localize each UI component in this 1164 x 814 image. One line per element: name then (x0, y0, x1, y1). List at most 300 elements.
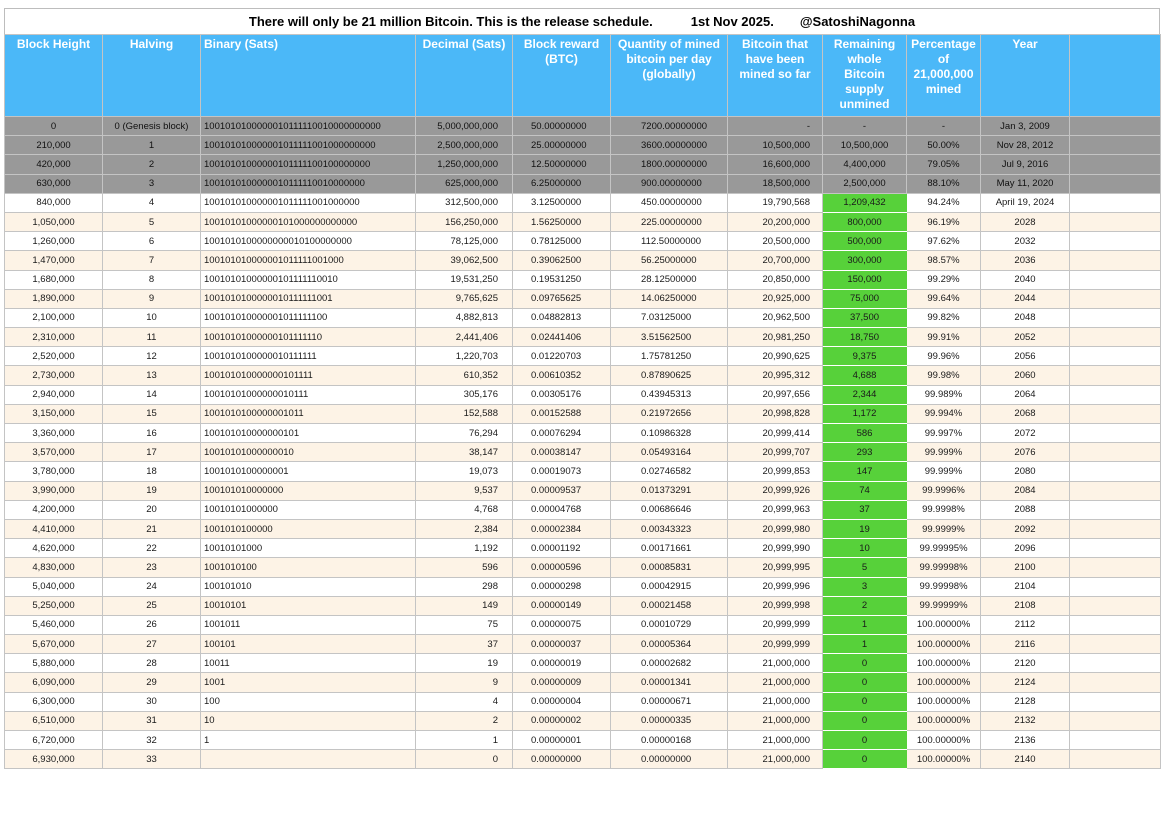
cell-remaining[interactable]: 75,000 (823, 289, 907, 308)
cell-percentage[interactable]: 99.997% (907, 424, 981, 443)
cell-binary[interactable]: 10010101000000010111 (201, 385, 416, 404)
cell-percentage[interactable]: 99.999% (907, 443, 981, 462)
cell-block-height[interactable]: 2,100,000 (5, 308, 103, 327)
cell-remaining[interactable]: 19 (823, 519, 907, 538)
cell-block-reward[interactable]: 0.00001192 (513, 539, 611, 558)
cell-percentage[interactable]: 99.994% (907, 404, 981, 423)
cell-daily-quantity[interactable]: 0.00686646 (611, 500, 728, 519)
cell-daily-quantity[interactable]: 0.00005364 (611, 635, 728, 654)
cell-decimal[interactable]: 298 (416, 577, 513, 596)
cell-percentage[interactable]: 99.99998% (907, 558, 981, 577)
cell-percentage[interactable]: 99.99998% (907, 577, 981, 596)
cell-decimal[interactable]: 156,250,000 (416, 212, 513, 231)
cell-halving[interactable]: 20 (103, 500, 201, 519)
cell-empty[interactable] (1070, 308, 1161, 327)
cell-block-reward[interactable]: 0.00000019 (513, 654, 611, 673)
cell-halving[interactable]: 16 (103, 424, 201, 443)
cell-remaining[interactable]: 500,000 (823, 232, 907, 251)
cell-halving[interactable]: 21 (103, 519, 201, 538)
cell-mined-so-far[interactable]: 20,995,312 (728, 366, 823, 385)
cell-remaining[interactable]: 1 (823, 615, 907, 634)
cell-mined-so-far[interactable]: - (728, 117, 823, 136)
cell-decimal[interactable]: 152,588 (416, 404, 513, 423)
cell-remaining[interactable]: 0 (823, 654, 907, 673)
cell-empty[interactable] (1070, 328, 1161, 347)
cell-remaining[interactable]: 37,500 (823, 308, 907, 327)
col-header-remaining[interactable]: Remaining whole Bitcoin supply unmined (823, 35, 907, 117)
cell-decimal[interactable]: 78,125,000 (416, 232, 513, 251)
cell-halving[interactable]: 10 (103, 308, 201, 327)
cell-block-height[interactable]: 5,670,000 (5, 635, 103, 654)
cell-block-height[interactable]: 6,090,000 (5, 673, 103, 692)
cell-percentage[interactable]: 96.19% (907, 212, 981, 231)
col-header-block-height[interactable]: Block Height (5, 35, 103, 117)
cell-block-height[interactable]: 2,310,000 (5, 328, 103, 347)
cell-empty[interactable] (1070, 289, 1161, 308)
cell-halving[interactable]: 6 (103, 232, 201, 251)
cell-binary[interactable]: 10010101 (201, 596, 416, 615)
cell-block-reward[interactable]: 1.56250000 (513, 212, 611, 231)
cell-percentage[interactable]: 79.05% (907, 155, 981, 174)
cell-percentage[interactable]: 99.99999% (907, 596, 981, 615)
col-header-daily-quantity[interactable]: Quantity of mined bitcoin per day (globally) (611, 35, 728, 117)
cell-binary[interactable]: 100101010000000101 (201, 424, 416, 443)
cell-decimal[interactable]: 0 (416, 750, 513, 769)
cell-block-reward[interactable]: 0.19531250 (513, 270, 611, 289)
cell-mined-so-far[interactable]: 20,200,000 (728, 212, 823, 231)
cell-halving[interactable]: 33 (103, 750, 201, 769)
cell-mined-so-far[interactable]: 20,999,998 (728, 596, 823, 615)
col-header-decimal[interactable]: Decimal (Sats) (416, 35, 513, 117)
cell-year[interactable]: 2044 (981, 289, 1070, 308)
cell-block-height[interactable]: 4,830,000 (5, 558, 103, 577)
cell-block-reward[interactable]: 25.00000000 (513, 136, 611, 155)
cell-daily-quantity[interactable]: 0.00000335 (611, 711, 728, 730)
cell-percentage[interactable]: 100.00000% (907, 654, 981, 673)
cell-year[interactable]: 2052 (981, 328, 1070, 347)
col-header-mined-so-far[interactable]: Bitcoin that have been mined so far (728, 35, 823, 117)
cell-block-reward[interactable]: 0.01220703 (513, 347, 611, 366)
cell-block-height[interactable]: 4,410,000 (5, 519, 103, 538)
cell-empty[interactable] (1070, 443, 1161, 462)
cell-remaining[interactable]: 4,400,000 (823, 155, 907, 174)
cell-daily-quantity[interactable]: 900.00000000 (611, 174, 728, 193)
cell-year[interactable]: 2116 (981, 635, 1070, 654)
cell-block-reward[interactable]: 0.00610352 (513, 366, 611, 385)
cell-remaining[interactable]: 2 (823, 596, 907, 615)
cell-empty[interactable] (1070, 462, 1161, 481)
cell-percentage[interactable]: 98.57% (907, 251, 981, 270)
cell-year[interactable]: 2048 (981, 308, 1070, 327)
cell-remaining[interactable]: 18,750 (823, 328, 907, 347)
cell-binary[interactable]: 1001010100000000010100000000 (201, 232, 416, 251)
cell-binary[interactable]: 10011 (201, 654, 416, 673)
cell-percentage[interactable]: 99.64% (907, 289, 981, 308)
cell-mined-so-far[interactable]: 20,999,926 (728, 481, 823, 500)
cell-binary[interactable]: 10010101000000101111100100000000 (201, 155, 416, 174)
cell-decimal[interactable]: 1,192 (416, 539, 513, 558)
cell-block-reward[interactable]: 0.00019073 (513, 462, 611, 481)
cell-halving[interactable]: 25 (103, 596, 201, 615)
cell-block-reward[interactable]: 0.00000037 (513, 635, 611, 654)
cell-daily-quantity[interactable]: 112.50000000 (611, 232, 728, 251)
cell-block-height[interactable]: 210,000 (5, 136, 103, 155)
cell-daily-quantity[interactable]: 1800.00000000 (611, 155, 728, 174)
cell-block-height[interactable]: 3,780,000 (5, 462, 103, 481)
cell-halving[interactable]: 19 (103, 481, 201, 500)
cell-halving[interactable]: 9 (103, 289, 201, 308)
cell-block-reward[interactable]: 0.00000000 (513, 750, 611, 769)
cell-empty[interactable] (1070, 117, 1161, 136)
cell-halving[interactable]: 29 (103, 673, 201, 692)
cell-daily-quantity[interactable]: 0.43945313 (611, 385, 728, 404)
cell-binary[interactable]: 1 (201, 731, 416, 750)
cell-decimal[interactable]: 625,000,000 (416, 174, 513, 193)
cell-halving[interactable]: 18 (103, 462, 201, 481)
cell-year[interactable]: 2060 (981, 366, 1070, 385)
cell-empty[interactable] (1070, 155, 1161, 174)
cell-binary[interactable]: 10010101000 (201, 539, 416, 558)
cell-year[interactable]: 2128 (981, 692, 1070, 711)
cell-percentage[interactable]: 99.99995% (907, 539, 981, 558)
cell-halving[interactable]: 32 (103, 731, 201, 750)
cell-mined-so-far[interactable]: 21,000,000 (728, 692, 823, 711)
cell-daily-quantity[interactable]: 0.00343323 (611, 519, 728, 538)
cell-remaining[interactable]: 150,000 (823, 270, 907, 289)
cell-remaining[interactable]: 74 (823, 481, 907, 500)
cell-percentage[interactable]: - (907, 117, 981, 136)
cell-empty[interactable] (1070, 481, 1161, 500)
cell-daily-quantity[interactable]: 14.06250000 (611, 289, 728, 308)
cell-block-reward[interactable]: 0.04882813 (513, 308, 611, 327)
cell-mined-so-far[interactable]: 20,997,656 (728, 385, 823, 404)
cell-year[interactable]: Jan 3, 2009 (981, 117, 1070, 136)
cell-year[interactable]: 2056 (981, 347, 1070, 366)
cell-year[interactable]: 2084 (981, 481, 1070, 500)
cell-percentage[interactable]: 100.00000% (907, 635, 981, 654)
cell-remaining[interactable]: 2,344 (823, 385, 907, 404)
cell-binary[interactable]: 10010101000000010 (201, 443, 416, 462)
cell-empty[interactable] (1070, 347, 1161, 366)
cell-year[interactable]: 2080 (981, 462, 1070, 481)
cell-mined-so-far[interactable]: 16,600,000 (728, 155, 823, 174)
cell-block-reward[interactable]: 0.00004768 (513, 500, 611, 519)
cell-empty[interactable] (1070, 500, 1161, 519)
cell-empty[interactable] (1070, 692, 1161, 711)
cell-daily-quantity[interactable]: 0.21972656 (611, 404, 728, 423)
cell-block-height[interactable]: 1,470,000 (5, 251, 103, 270)
col-header-year[interactable]: Year (981, 35, 1070, 117)
cell-halving[interactable]: 28 (103, 654, 201, 673)
cell-remaining[interactable]: 0 (823, 711, 907, 730)
cell-decimal[interactable]: 19 (416, 654, 513, 673)
cell-block-height[interactable]: 2,730,000 (5, 366, 103, 385)
cell-block-height[interactable]: 0 (5, 117, 103, 136)
cell-percentage[interactable]: 94.24% (907, 193, 981, 212)
cell-mined-so-far[interactable]: 20,999,999 (728, 635, 823, 654)
cell-daily-quantity[interactable]: 56.25000000 (611, 251, 728, 270)
cell-binary[interactable]: 1001010100000010111110010000000 (201, 174, 416, 193)
cell-remaining[interactable]: 10 (823, 539, 907, 558)
cell-binary[interactable]: 100101010000001011111100 (201, 308, 416, 327)
cell-empty[interactable] (1070, 539, 1161, 558)
cell-daily-quantity[interactable]: 3.51562500 (611, 328, 728, 347)
cell-daily-quantity[interactable]: 0.10986328 (611, 424, 728, 443)
cell-halving[interactable]: 24 (103, 577, 201, 596)
cell-block-reward[interactable]: 0.00000149 (513, 596, 611, 615)
cell-year[interactable]: 2068 (981, 404, 1070, 423)
cell-mined-so-far[interactable]: 20,999,980 (728, 519, 823, 538)
cell-binary[interactable]: 1001 (201, 673, 416, 692)
col-header-percentage[interactable]: Percentage of 21,000,000 mined (907, 35, 981, 117)
cell-percentage[interactable]: 100.00000% (907, 615, 981, 634)
cell-empty[interactable] (1070, 385, 1161, 404)
cell-block-height[interactable]: 2,940,000 (5, 385, 103, 404)
cell-block-height[interactable]: 6,300,000 (5, 692, 103, 711)
cell-block-reward[interactable]: 0.00000004 (513, 692, 611, 711)
cell-empty[interactable] (1070, 251, 1161, 270)
cell-block-reward[interactable]: 0.02441406 (513, 328, 611, 347)
cell-halving[interactable]: 4 (103, 193, 201, 212)
cell-block-height[interactable]: 420,000 (5, 155, 103, 174)
cell-mined-so-far[interactable]: 20,999,999 (728, 615, 823, 634)
cell-mined-so-far[interactable]: 20,962,500 (728, 308, 823, 327)
cell-block-height[interactable]: 6,720,000 (5, 731, 103, 750)
cell-empty[interactable] (1070, 673, 1161, 692)
cell-binary[interactable]: 10010101000000101111110 (201, 328, 416, 347)
cell-halving[interactable]: 22 (103, 539, 201, 558)
cell-year[interactable]: 2136 (981, 731, 1070, 750)
cell-daily-quantity[interactable]: 3600.00000000 (611, 136, 728, 155)
cell-block-reward[interactable]: 50.00000000 (513, 117, 611, 136)
cell-remaining[interactable]: 147 (823, 462, 907, 481)
cell-year[interactable]: 2104 (981, 577, 1070, 596)
cell-percentage[interactable]: 97.62% (907, 232, 981, 251)
cell-decimal[interactable]: 1,250,000,000 (416, 155, 513, 174)
cell-block-reward[interactable]: 0.00000075 (513, 615, 611, 634)
cell-percentage[interactable]: 99.999% (907, 462, 981, 481)
cell-decimal[interactable]: 5,000,000,000 (416, 117, 513, 136)
cell-remaining[interactable]: 9,375 (823, 347, 907, 366)
cell-halving[interactable]: 5 (103, 212, 201, 231)
cell-year[interactable]: May 11, 2020 (981, 174, 1070, 193)
cell-remaining[interactable]: 37 (823, 500, 907, 519)
cell-binary[interactable]: 10010101000000 (201, 500, 416, 519)
cell-mined-so-far[interactable]: 21,000,000 (728, 731, 823, 750)
cell-halving[interactable]: 13 (103, 366, 201, 385)
cell-remaining[interactable]: 4,688 (823, 366, 907, 385)
cell-empty[interactable] (1070, 711, 1161, 730)
cell-decimal[interactable]: 37 (416, 635, 513, 654)
cell-year[interactable]: 2096 (981, 539, 1070, 558)
cell-year[interactable]: 2076 (981, 443, 1070, 462)
cell-mined-so-far[interactable]: 20,999,707 (728, 443, 823, 462)
cell-percentage[interactable]: 100.00000% (907, 731, 981, 750)
cell-percentage[interactable]: 99.9999% (907, 519, 981, 538)
cell-percentage[interactable]: 99.989% (907, 385, 981, 404)
cell-percentage[interactable]: 100.00000% (907, 692, 981, 711)
cell-block-height[interactable]: 3,990,000 (5, 481, 103, 500)
cell-percentage[interactable]: 99.29% (907, 270, 981, 289)
cell-empty[interactable] (1070, 558, 1161, 577)
cell-remaining[interactable]: 2,500,000 (823, 174, 907, 193)
cell-daily-quantity[interactable]: 450.00000000 (611, 193, 728, 212)
cell-mined-so-far[interactable]: 21,000,000 (728, 711, 823, 730)
cell-block-height[interactable]: 1,050,000 (5, 212, 103, 231)
cell-empty[interactable] (1070, 212, 1161, 231)
cell-daily-quantity[interactable]: 225.00000000 (611, 212, 728, 231)
cell-empty[interactable] (1070, 174, 1161, 193)
cell-remaining[interactable]: 0 (823, 750, 907, 769)
cell-mined-so-far[interactable]: 20,990,625 (728, 347, 823, 366)
cell-daily-quantity[interactable]: 0.05493164 (611, 443, 728, 462)
cell-decimal[interactable]: 596 (416, 558, 513, 577)
cell-year[interactable]: 2112 (981, 615, 1070, 634)
cell-block-reward[interactable]: 0.00076294 (513, 424, 611, 443)
cell-binary[interactable]: 100101010000000 (201, 481, 416, 500)
cell-block-reward[interactable]: 0.00000596 (513, 558, 611, 577)
cell-mined-so-far[interactable]: 20,500,000 (728, 232, 823, 251)
cell-year[interactable]: 2100 (981, 558, 1070, 577)
cell-empty[interactable] (1070, 366, 1161, 385)
cell-block-reward[interactable]: 0.00000009 (513, 673, 611, 692)
cell-halving[interactable]: 3 (103, 174, 201, 193)
cell-remaining[interactable]: 5 (823, 558, 907, 577)
cell-mined-so-far[interactable]: 20,700,000 (728, 251, 823, 270)
cell-halving[interactable]: 7 (103, 251, 201, 270)
cell-remaining[interactable]: 10,500,000 (823, 136, 907, 155)
cell-percentage[interactable]: 100.00000% (907, 673, 981, 692)
col-header-block-reward[interactable]: Block reward (BTC) (513, 35, 611, 117)
cell-block-height[interactable]: 6,930,000 (5, 750, 103, 769)
cell-block-height[interactable]: 3,150,000 (5, 404, 103, 423)
cell-mined-so-far[interactable]: 20,925,000 (728, 289, 823, 308)
cell-daily-quantity[interactable]: 0.00042915 (611, 577, 728, 596)
cell-remaining[interactable]: - (823, 117, 907, 136)
cell-percentage[interactable]: 99.82% (907, 308, 981, 327)
cell-empty[interactable] (1070, 136, 1161, 155)
cell-daily-quantity[interactable]: 7200.00000000 (611, 117, 728, 136)
cell-block-height[interactable]: 5,250,000 (5, 596, 103, 615)
cell-remaining[interactable]: 0 (823, 731, 907, 750)
cell-halving[interactable]: 23 (103, 558, 201, 577)
cell-binary[interactable]: 1001010100000001 (201, 462, 416, 481)
cell-binary[interactable]: 100101010 (201, 577, 416, 596)
cell-block-reward[interactable]: 0.00152588 (513, 404, 611, 423)
cell-block-reward[interactable]: 0.00000298 (513, 577, 611, 596)
cell-remaining[interactable]: 586 (823, 424, 907, 443)
cell-block-height[interactable]: 5,040,000 (5, 577, 103, 596)
cell-daily-quantity[interactable]: 0.00000168 (611, 731, 728, 750)
cell-year[interactable]: 2032 (981, 232, 1070, 251)
cell-block-height[interactable]: 5,880,000 (5, 654, 103, 673)
cell-binary[interactable]: 100101010000000101111 (201, 366, 416, 385)
cell-remaining[interactable]: 800,000 (823, 212, 907, 231)
cell-percentage[interactable]: 99.9998% (907, 500, 981, 519)
cell-decimal[interactable]: 75 (416, 615, 513, 634)
cell-daily-quantity[interactable]: 0.00021458 (611, 596, 728, 615)
cell-block-height[interactable]: 630,000 (5, 174, 103, 193)
cell-remaining[interactable]: 3 (823, 577, 907, 596)
cell-empty[interactable] (1070, 596, 1161, 615)
cell-mined-so-far[interactable]: 19,790,568 (728, 193, 823, 212)
cell-decimal[interactable]: 312,500,000 (416, 193, 513, 212)
cell-block-height[interactable]: 6,510,000 (5, 711, 103, 730)
cell-decimal[interactable]: 4,882,813 (416, 308, 513, 327)
cell-decimal[interactable]: 19,073 (416, 462, 513, 481)
cell-halving[interactable]: 1 (103, 136, 201, 155)
cell-halving[interactable]: 8 (103, 270, 201, 289)
cell-binary[interactable]: 1001010100000 (201, 519, 416, 538)
cell-daily-quantity[interactable]: 0.00171661 (611, 539, 728, 558)
cell-year[interactable]: 2072 (981, 424, 1070, 443)
cell-block-height[interactable]: 3,360,000 (5, 424, 103, 443)
cell-percentage[interactable]: 99.98% (907, 366, 981, 385)
cell-empty[interactable] (1070, 654, 1161, 673)
cell-year[interactable]: 2108 (981, 596, 1070, 615)
cell-decimal[interactable]: 9,765,625 (416, 289, 513, 308)
cell-binary[interactable]: 1001010100000001011 (201, 404, 416, 423)
cell-block-reward[interactable]: 0.00305176 (513, 385, 611, 404)
cell-decimal[interactable]: 2,384 (416, 519, 513, 538)
cell-daily-quantity[interactable]: 0.02746582 (611, 462, 728, 481)
cell-block-height[interactable]: 840,000 (5, 193, 103, 212)
cell-binary[interactable]: 1001011 (201, 615, 416, 634)
cell-mined-so-far[interactable]: 21,000,000 (728, 673, 823, 692)
cell-block-reward[interactable]: 0.00009537 (513, 481, 611, 500)
cell-binary[interactable] (201, 750, 416, 769)
cell-mined-so-far[interactable]: 21,000,000 (728, 750, 823, 769)
cell-mined-so-far[interactable]: 20,998,828 (728, 404, 823, 423)
cell-year[interactable]: 2088 (981, 500, 1070, 519)
cell-halving[interactable]: 17 (103, 443, 201, 462)
cell-remaining[interactable]: 1,172 (823, 404, 907, 423)
cell-decimal[interactable]: 4,768 (416, 500, 513, 519)
cell-mined-so-far[interactable]: 18,500,000 (728, 174, 823, 193)
cell-year[interactable]: 2028 (981, 212, 1070, 231)
cell-mined-so-far[interactable]: 21,000,000 (728, 654, 823, 673)
cell-binary[interactable]: 1001010100000010111111001 (201, 289, 416, 308)
cell-block-reward[interactable]: 0.39062500 (513, 251, 611, 270)
cell-block-height[interactable]: 4,620,000 (5, 539, 103, 558)
cell-empty[interactable] (1070, 750, 1161, 769)
cell-year[interactable]: Nov 28, 2012 (981, 136, 1070, 155)
cell-year[interactable]: Jul 9, 2016 (981, 155, 1070, 174)
cell-decimal[interactable]: 1,220,703 (416, 347, 513, 366)
cell-remaining[interactable]: 1 (823, 635, 907, 654)
cell-block-height[interactable]: 4,200,000 (5, 500, 103, 519)
cell-percentage[interactable]: 88.10% (907, 174, 981, 193)
cell-percentage[interactable]: 99.96% (907, 347, 981, 366)
cell-halving[interactable]: 11 (103, 328, 201, 347)
cell-halving[interactable]: 0 (Genesis block) (103, 117, 201, 136)
cell-binary[interactable]: 1001010100000010111110010000000000 (201, 117, 416, 136)
cell-halving[interactable]: 14 (103, 385, 201, 404)
cell-mined-so-far[interactable]: 20,999,996 (728, 577, 823, 596)
cell-mined-so-far[interactable]: 20,850,000 (728, 270, 823, 289)
cell-daily-quantity[interactable]: 0.00010729 (611, 615, 728, 634)
cell-halving[interactable]: 31 (103, 711, 201, 730)
cell-block-height[interactable]: 1,890,000 (5, 289, 103, 308)
col-header-empty[interactable] (1070, 35, 1161, 117)
cell-block-reward[interactable]: 0.00038147 (513, 443, 611, 462)
cell-year[interactable]: 2140 (981, 750, 1070, 769)
cell-decimal[interactable]: 4 (416, 692, 513, 711)
cell-empty[interactable] (1070, 404, 1161, 423)
cell-remaining[interactable]: 0 (823, 673, 907, 692)
cell-year[interactable]: 2124 (981, 673, 1070, 692)
cell-daily-quantity[interactable]: 28.12500000 (611, 270, 728, 289)
